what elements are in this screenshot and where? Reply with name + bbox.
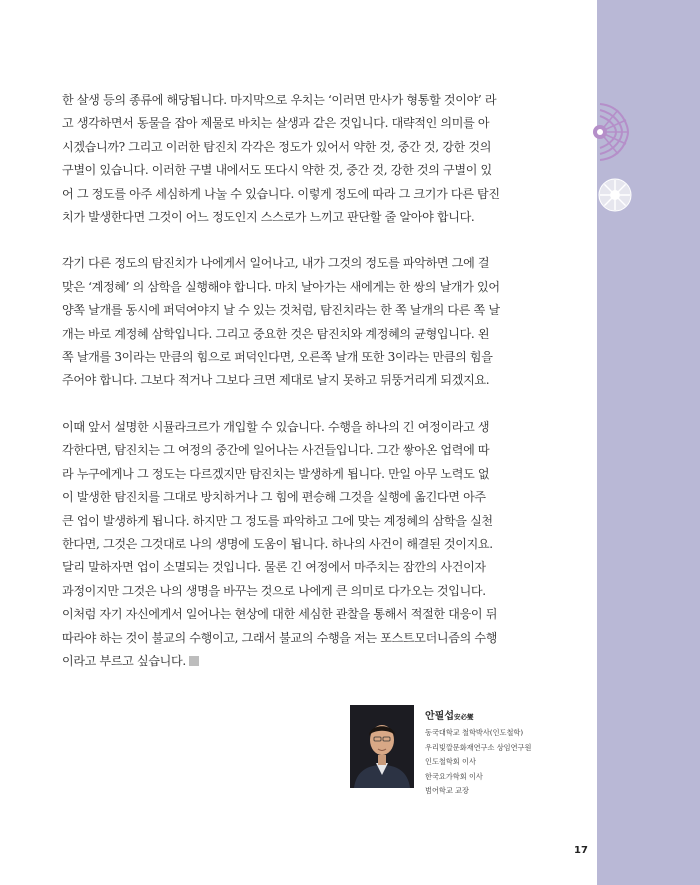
text-line: 어 그 정도를 아주 세심하게 나눌 수 있습니다. 이렇게 정도에 따라 그 크기가 다른 탐진 bbox=[62, 186, 500, 201]
paragraph-3 bbox=[62, 416, 532, 673]
text-line: 라 누구에게나 그 정도는 다르겠지만 탐진치는 발생하게 됩니다. 만일 아무 노력도 없 bbox=[62, 466, 490, 481]
text-line: 각한다면, 탐진치는 그 여정의 중간에 일어나는 사건들입니다. 그간 쌓아온 업력에 따 bbox=[62, 443, 490, 458]
author-credential: 범어학교 교장 bbox=[425, 786, 469, 796]
text-line: 양쪽 날개를 동시에 퍼덕여야지 날 수 있는 것처럼, 탐진치라는 한 쪽 날개의 다른 쪽 날 bbox=[62, 303, 500, 318]
text-line: 과정이지만 그것은 나의 생명을 바꾸는 것으로 나에게 큰 의미로 다가오는 것입니다. bbox=[62, 583, 486, 598]
text-line: 이라고 부르고 싶습니다. bbox=[62, 653, 186, 668]
article-body bbox=[62, 89, 532, 696]
author-name-text: 안필섭 bbox=[425, 711, 454, 722]
author-name bbox=[425, 707, 531, 722]
text-line: 주어야 합니다. 그보다 적거나 그보다 크면 제대로 날지 못하고 뒤뚱거리게 되겠지요. bbox=[62, 373, 490, 388]
text-line: 따라야 하는 것이 불교의 수행이고, 그래서 불교의 수행을 저는 포스트모더니즘의 수행 bbox=[62, 630, 498, 645]
text-line: 치가 발생한다면 그것이 어느 정도인지 스스로가 느끼고 판단할 줄 알아야 합니다. bbox=[62, 210, 475, 225]
author-credential: 인도철학회 이사 bbox=[425, 757, 476, 767]
text-line: 시겠습니까? 그리고 이러한 탐진치 각각은 정도가 있어서 약한 것, 중간 것, 강한 것의 bbox=[62, 139, 492, 154]
lotus-ornament-icon bbox=[582, 96, 630, 168]
text-line: 한 살생 등의 종류에 해당됩니다. 마지막으로 우치는 ‘이러면 만사가 형통할 것이야’ 라 bbox=[62, 93, 497, 107]
last-text-line bbox=[62, 650, 532, 673]
author-photo bbox=[350, 705, 414, 788]
text-line: 이처럼 자기 자신에게서 일어나는 현상에 대한 세심한 관찰을 통해서 적절한 대응이 뒤 bbox=[62, 607, 498, 622]
author-credential: 한국요가학회 이사 bbox=[425, 771, 483, 781]
author-credential: 동국대학교 철학박사(인도철학) bbox=[425, 728, 524, 737]
author-name-hanja: 安必燮 bbox=[453, 713, 474, 721]
text-line: 고 생각하면서 동물을 잡아 제물로 바치는 살생과 같은 것입니다. 대략적인 의미를 아 bbox=[62, 116, 490, 131]
author-credential: 우리빛깔문화재연구소 상임연구원 bbox=[425, 742, 532, 752]
text-line: 맞은 ‘계정혜’ 의 삼학을 실행해야 합니다. 마치 날아가는 새에게는 한 쌍의 날개가 있어 bbox=[62, 279, 500, 294]
text-line: 쪽 날개를 3이라는 만큼의 힘으로 퍼덕인다면, 오른쪽 날개 또한 3이라는 만큼의 힘을 bbox=[62, 350, 493, 365]
text-line: 한다면, 그것은 그것대로 나의 생명에 도움이 됩니다. 하나의 사건이 해결된 것이지요. bbox=[62, 536, 493, 551]
text-line: 개는 바로 계정혜 삼학입니다. 그리고 중요한 것은 탐진치와 계정혜의 균형입니다. 왼 bbox=[62, 326, 490, 341]
text-line: 이 발생한 탐진치를 그대로 방치하거나 그 힘에 편승해 그것을 실행에 옮긴다면 아주 bbox=[62, 490, 486, 505]
author-profile bbox=[425, 707, 531, 799]
end-square-icon bbox=[189, 656, 199, 666]
text-line: 구별이 있습니다. 이러한 구별 내에서도 또다시 약한 것, 중간 것, 강한 것의 구별이 있 bbox=[62, 163, 492, 178]
text-line: 달리 말하자면 업이 소멸되는 것입니다. 물론 긴 여정에서 마주치는 잠깐의 사건이자 bbox=[62, 560, 486, 575]
text-line: 큰 업이 발생하게 됩니다. 하지만 그 정도를 파악하고 그에 맞는 계정혜의 삼학을 실천 bbox=[62, 513, 493, 528]
page-number: 17 bbox=[574, 845, 588, 856]
text-line: 이때 앞서 설명한 시뮬라크르가 개입할 수 있습니다. 수행을 하나의 긴 여정이라고 생 bbox=[62, 419, 490, 434]
paragraph-2 bbox=[62, 252, 532, 392]
paragraph-1 bbox=[62, 89, 532, 229]
text-line: 각기 다른 정도의 탐진치가 나에게서 일어나고, 내가 그것의 정도를 파악하면 그에 걸 bbox=[62, 256, 490, 271]
dharma-wheel-icon bbox=[598, 178, 632, 212]
